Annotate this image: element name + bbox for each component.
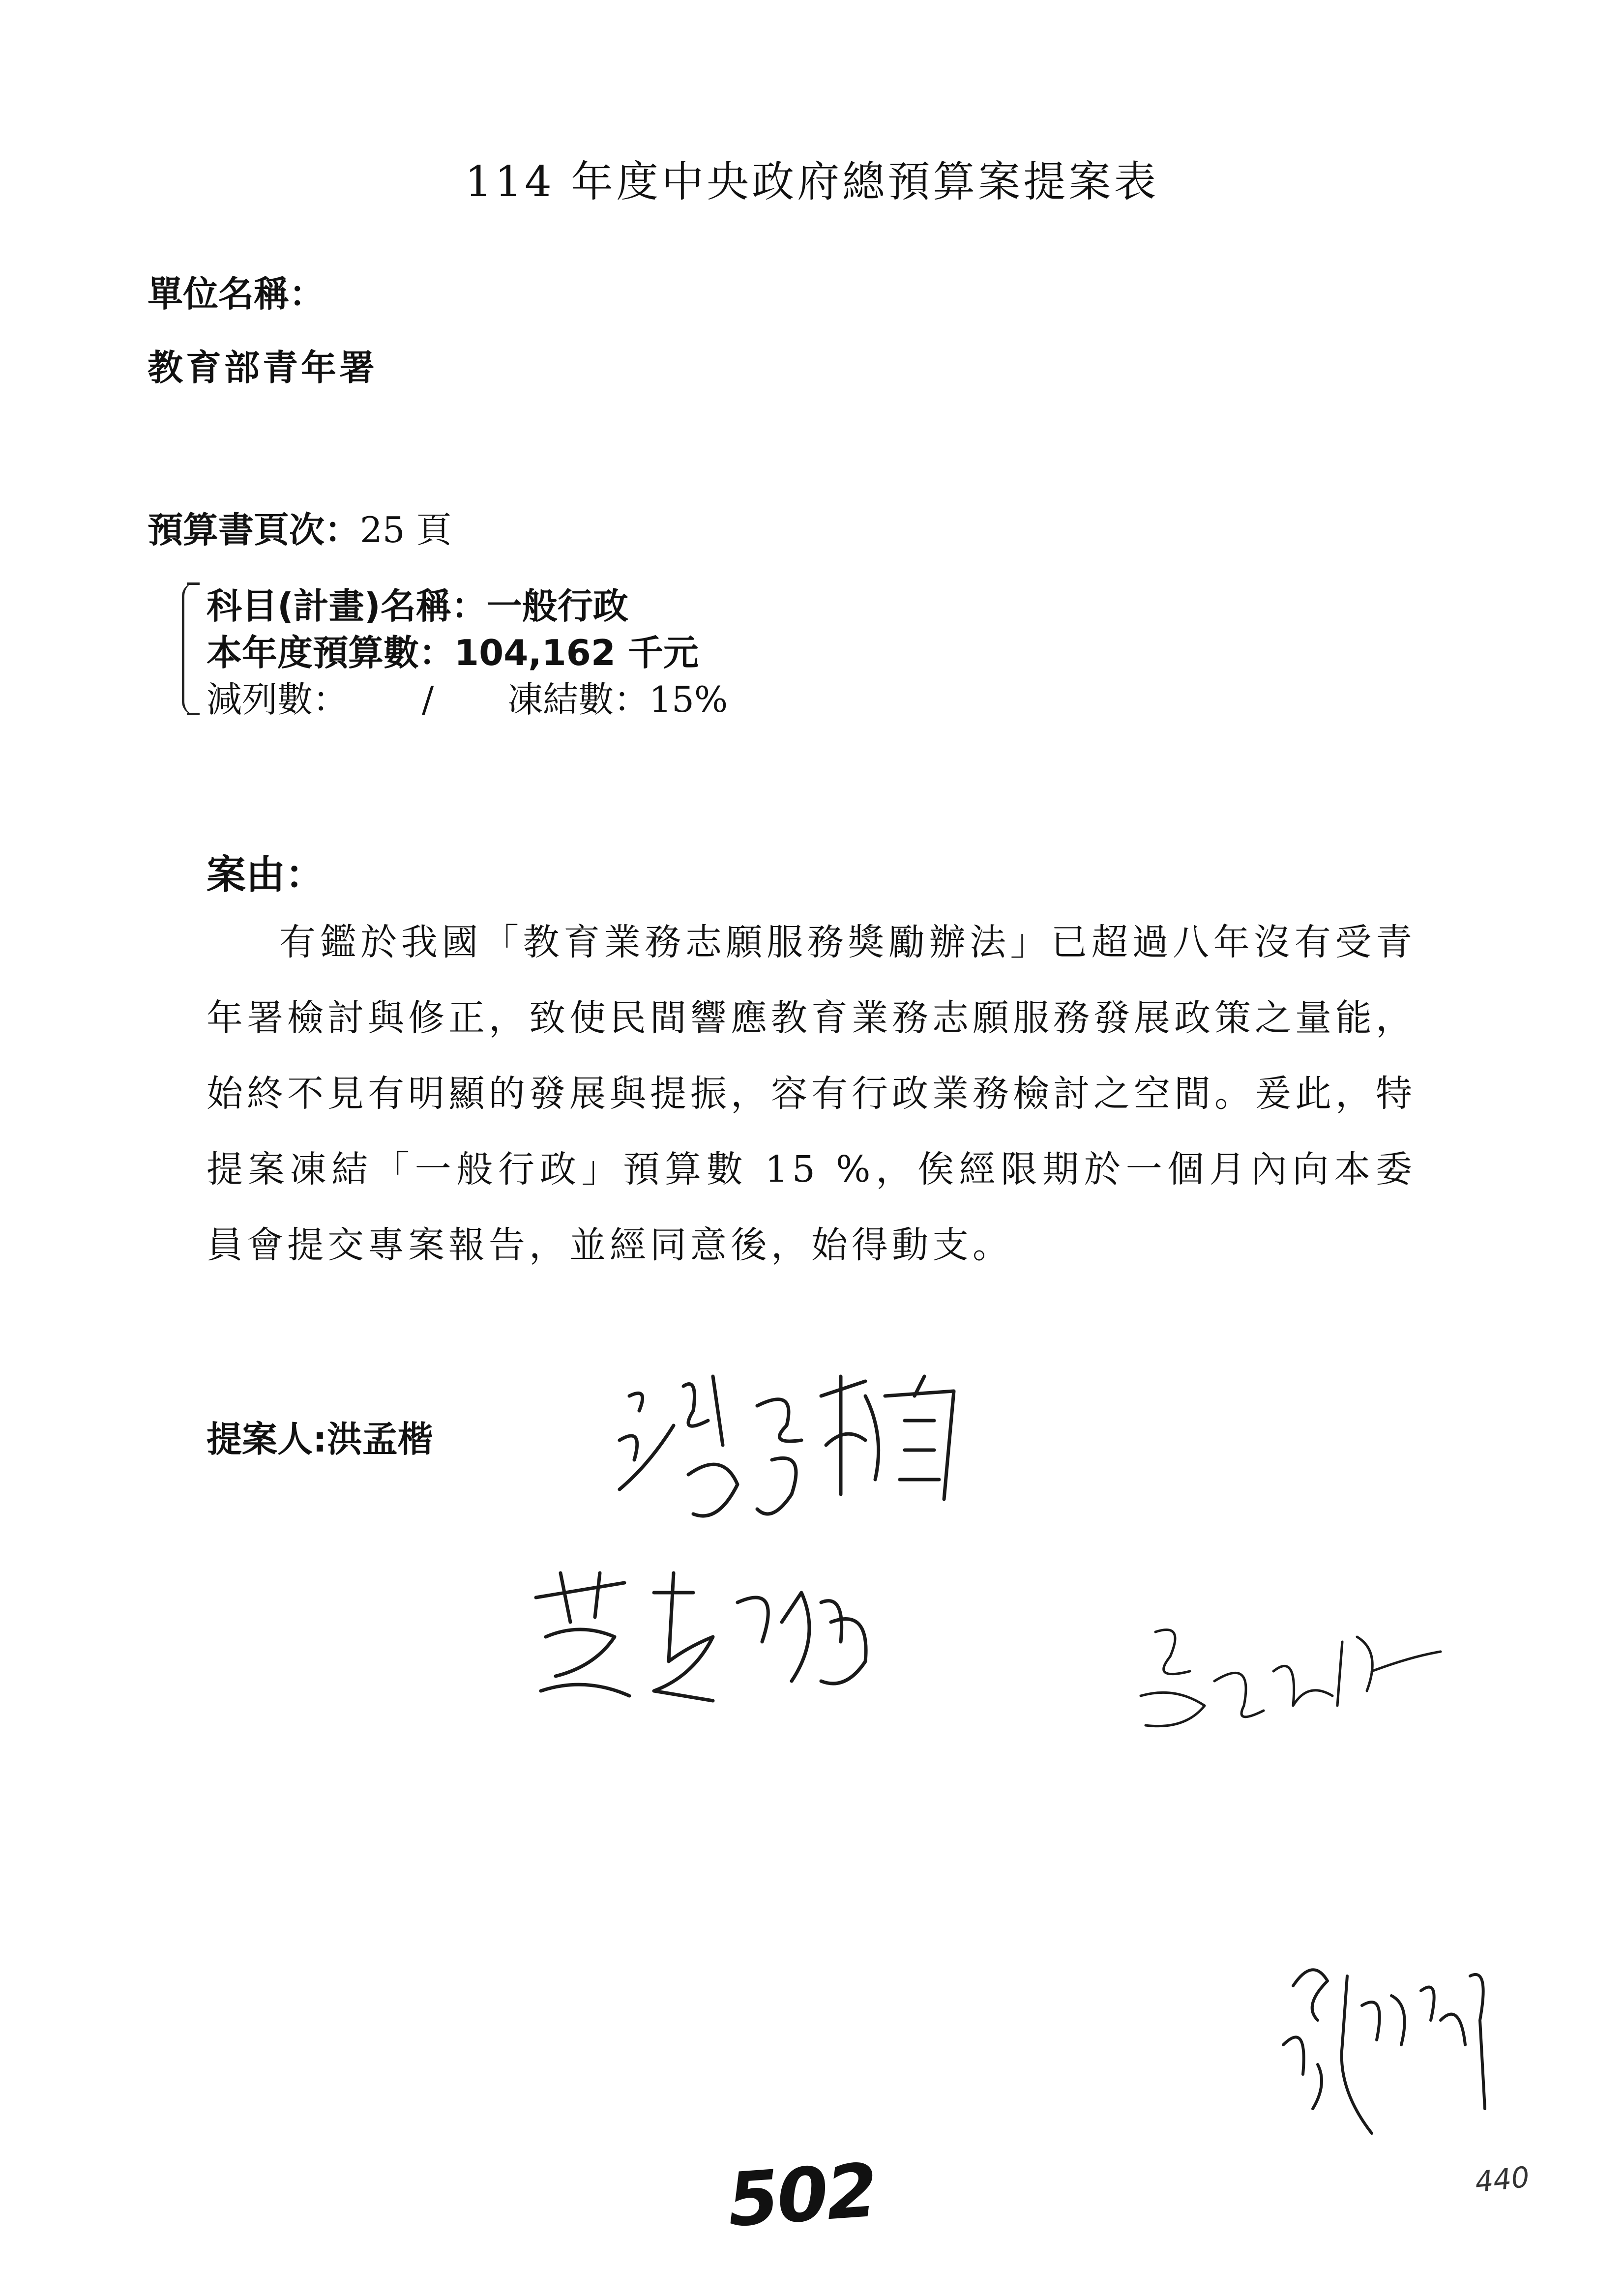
cut-value: /: [422, 679, 434, 720]
budget-row: [207, 624, 699, 675]
unit-label: 單位名稱：: [148, 273, 325, 315]
brace-tip-bottom: [187, 713, 200, 715]
brace-tip-top: [187, 582, 200, 585]
handwritten-note: 440: [1473, 2160, 1531, 2199]
signature-3: [1126, 1612, 1470, 1740]
handwritten-page-number: 502: [725, 2148, 879, 2244]
budget-page-line: [148, 501, 452, 552]
signature-2: [526, 1563, 929, 1711]
item-row: [207, 578, 628, 629]
item-label: 科目(計畫)名稱：: [207, 585, 487, 627]
freeze-label: 凍結數：: [507, 679, 650, 720]
proposer-line: [207, 1411, 433, 1462]
budget-page-value: 25 頁: [360, 509, 452, 551]
reason-text: 有鑑於我國「教育業務志願服務獎勵辦法」已超過八年沒有受青年署檢討與修正，致使民間響應教育業務志願服務發展政策之量能，始終不見有明顯的發展與提振，容有行政業務檢討之空間。爰此，特提案凍結「一般行政」預算數 15 %，俟經限期於一個月內向本委員會提交專案報告，並經同意後，始得動支。: [207, 921, 1416, 1266]
unit-name: 教育部青年署: [148, 347, 378, 388]
form-title: 114 年度中央政府總預算案提案表: [465, 157, 1159, 206]
budget-label: 本年度預算數：: [207, 632, 455, 673]
signature-1: [610, 1366, 1013, 1543]
proposer-label: 提案人:: [207, 1419, 327, 1460]
left-brace: [182, 582, 201, 715]
cut-freeze-row: [207, 671, 728, 722]
signature-4: [1273, 1947, 1529, 2153]
budget-value: 104,162 千元: [454, 632, 699, 673]
reason-label: 案由：: [207, 852, 325, 898]
budget-page-label: 預算書頁次：: [148, 509, 360, 551]
freeze-value: 15%: [649, 679, 728, 720]
proposer-name: 洪孟楷: [326, 1419, 433, 1460]
item-value: 一般行政: [486, 585, 628, 627]
cut-label: 減列數：: [207, 679, 349, 720]
